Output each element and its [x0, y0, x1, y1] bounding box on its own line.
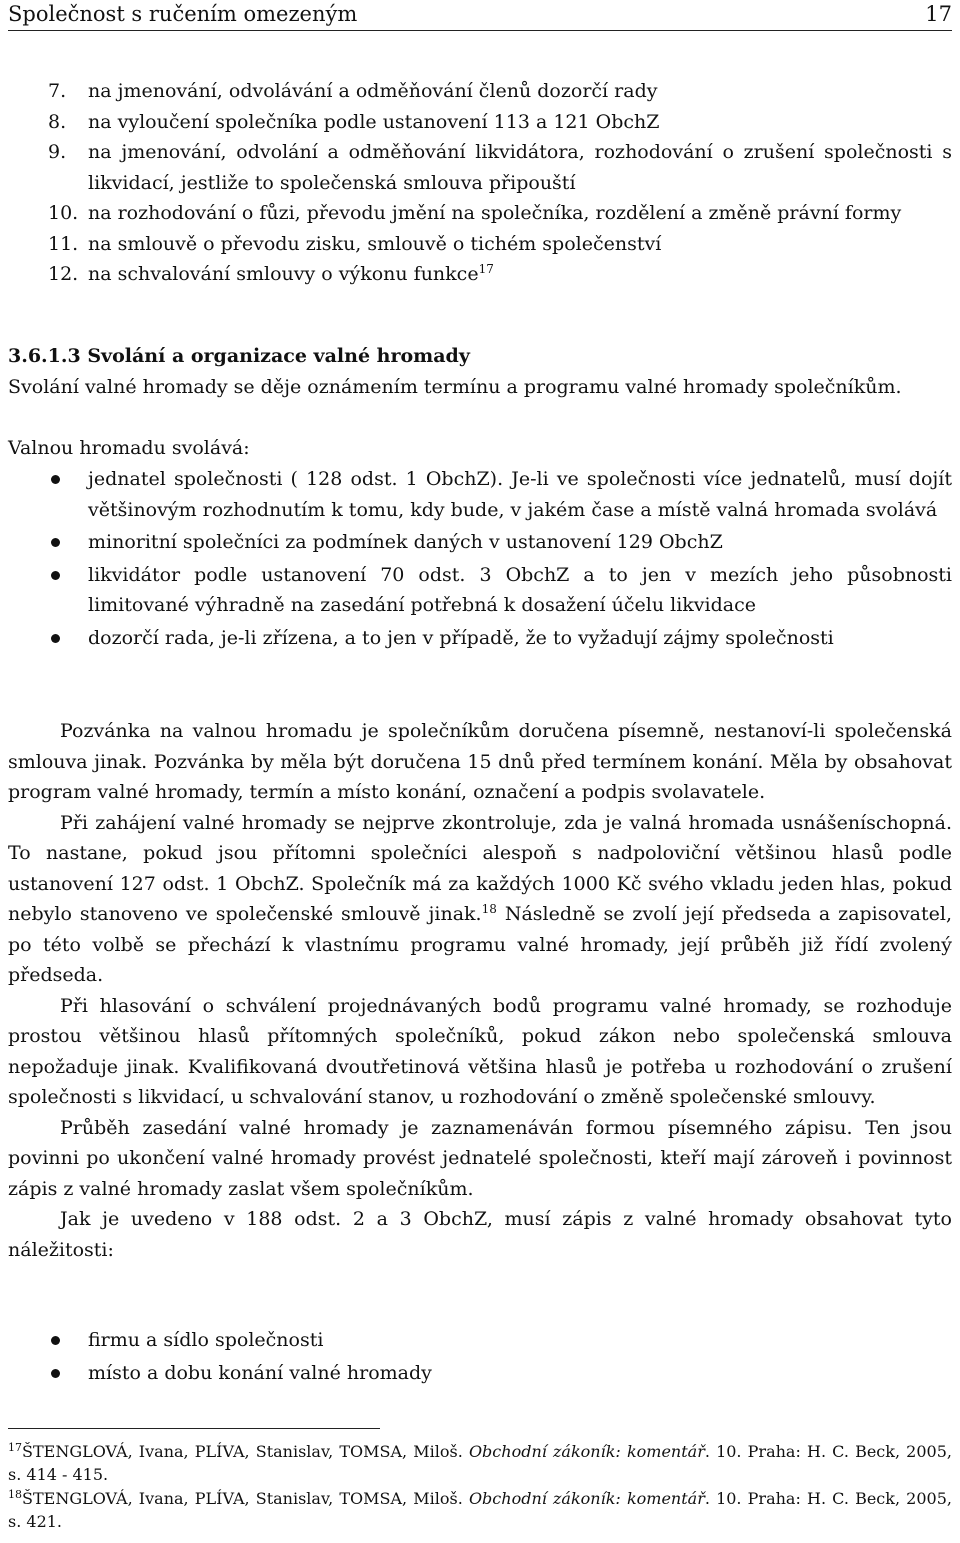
list-item	[8, 527, 952, 558]
footnote-separator	[8, 1428, 380, 1429]
list-item	[8, 623, 952, 654]
item-text: dozorčí rada, je-li zřízena, a to jen v případě, že to vyžadují zájmy společnosti	[88, 626, 834, 649]
paragraph: Pozvánka na valnou hromadu je společníkům doručena písemně, nestanoví-li společenská smlouva jinak. Pozvánka by měla být doručena 15 dnů před termínem konání. Měla by obsahovat program valné hromady, termín a místo konání, označení a podpis svolavatele.	[8, 720, 952, 803]
bullet-icon	[51, 634, 60, 643]
bullet-list-minutes	[8, 1325, 952, 1390]
footnote-ref: 17	[478, 262, 494, 276]
item-text: firmu a sídlo společnosti	[88, 1329, 324, 1351]
item-text: jednatel společnosti ( 128 odst. 1 ObchZ). Je-li ve společnosti více jednatelů, musí dojít většinovým rozhodnutím k tomu, kdy bude, v jakém čase a místě valná hromada svolává	[88, 468, 952, 521]
footnote-authors: ŠTENGLOVÁ, Ivana, PLÍVA, Stanislav, TOMSA, Miloš.	[22, 1489, 469, 1508]
bullet-icon	[51, 475, 60, 484]
footnote-title: Obchodní zákoník: komentář	[468, 1442, 705, 1461]
item-number: 10.	[48, 202, 79, 224]
item-number: 7.	[48, 80, 67, 102]
section-heading: 3.6.1.3 Svolání a organizace valné hromady	[8, 345, 470, 367]
footnote	[8, 1488, 952, 1533]
list-item	[8, 259, 952, 290]
item-text: minoritní společníci za podmínek daných v ustanovení 129 ObchZ	[88, 531, 723, 553]
bullet-icon	[51, 571, 60, 580]
item-text: na rozhodování o fůzi, převodu jmění na společníka, rozdělení a změně právní formy	[88, 202, 902, 224]
paragraph: Jak je uvedeno v 188 odst. 2 a 3 ObchZ, musí zápis z valné hromady obsahovat tyto náležitosti:	[8, 1208, 952, 1261]
list-item	[8, 229, 952, 260]
footnote-title: Obchodní zákoník: komentář	[468, 1489, 705, 1508]
bullet-icon	[51, 1369, 60, 1378]
page-number: 17	[925, 2, 952, 26]
list-item	[8, 464, 952, 525]
item-number: 12.	[48, 263, 79, 285]
item-text: na vyloučení společníka podle ustanovení 113 a 121 ObchZ	[88, 110, 660, 133]
list-item	[8, 76, 952, 107]
paragraph-text: Následně se zvolí její předseda a zapisovatel, po této volbě se přechází k vlastnímu programu valné hromady, její průběh již řídí zvolený předseda.	[8, 903, 953, 986]
bullet-icon	[51, 538, 60, 547]
paragraph-text: Při zahájení valné hromady se nejprve zkontroluje, zda je valná hromada usnášeníschopná. To nastane, pokud jsou přítomni společníci alespoň s nadpoloviční většinou hlasů podle ustanovení 127 odst. 1 ObchZ. Společník má za každých 1000 Kč svého vkladu jeden hlas, pokud nebylo stanoveno ve společenské smlouvě jinak.	[8, 811, 952, 925]
list-item	[8, 1325, 952, 1356]
paragraph	[8, 808, 952, 991]
list-item	[8, 198, 952, 229]
bullet-icon	[51, 1336, 60, 1345]
list-item	[8, 137, 952, 198]
footnote-ref: 18	[481, 902, 497, 916]
footnote-number: 18	[8, 1488, 22, 1501]
footnotes	[8, 1441, 952, 1535]
item-text: na schvalování smlouvy o výkonu funkce	[88, 263, 479, 285]
item-text: na jmenování, odvolávání a odměňování členů dozorčí rady	[88, 80, 658, 102]
item-number: 8.	[48, 110, 67, 133]
list-item	[8, 107, 952, 138]
chapter-title: Společnost s ručením omezeným	[8, 2, 358, 26]
paragraph: Průběh zasedání valné hromady je zaznamenáván formou písemného zápisu. Ten jsou povinni po ukončení valné hromady provést jednatelé společnosti, kteří mají zároveň i povinnost zápis z valné hromady zaslat všem společníkům.	[8, 1116, 952, 1200]
list-item	[8, 560, 952, 621]
item-number: 9.	[48, 141, 67, 163]
list-lead: Valnou hromadu svolává:	[8, 437, 250, 459]
body-paragraphs	[8, 716, 952, 1265]
footnote-details: . 10. Praha: H. C. Beck, 2005, s. 421.	[8, 1489, 952, 1531]
bullet-list-convening	[8, 464, 952, 655]
paragraph: Při hlasování o schválení projednávaných bodů programu valné hromady, se rozhoduje prostou většinou hlasů přítomných společníků, pokud zákon nebo společenská smlouva nepožaduje jinak. Kvalifikovaná dvoutřetinová většina hlasů je potřeba u rozhodování o zrušení společnosti s likvidací, u schvalování stanov, u rozhodování o změně společenské smlouvy.	[8, 994, 952, 1108]
section-intro: Svolání valné hromady se děje oznámením termínu a programu valné hromady společníkům.	[8, 376, 902, 398]
item-text: na smlouvě o převodu zisku, smlouvě o tichém společenství	[88, 232, 662, 255]
item-text: likvidátor podle ustanovení 70 odst. 3 ObchZ a to jen v mezích jeho působnosti limitované výhradně na zasedání potřebná k dosažení účelu likvidace	[88, 563, 952, 616]
footnote-details: . 10. Praha: H. C. Beck, 2005, s. 414 - 415.	[8, 1442, 952, 1484]
list-item	[8, 1358, 952, 1389]
running-header	[8, 0, 952, 31]
footnote-number: 17	[8, 1441, 22, 1454]
item-text: místo a dobu konání valné hromady	[88, 1361, 432, 1384]
numbered-list	[8, 76, 952, 290]
footnote	[8, 1441, 952, 1486]
footnote-authors: ŠTENGLOVÁ, Ivana, PLÍVA, Stanislav, TOMSA, Miloš.	[22, 1442, 469, 1461]
item-number: 11.	[48, 232, 79, 255]
item-text: na jmenování, odvolání a odměňování likvidátora, rozhodování o zrušení společnosti s likvidací, jestliže to společenská smlouva připouští	[88, 141, 952, 194]
